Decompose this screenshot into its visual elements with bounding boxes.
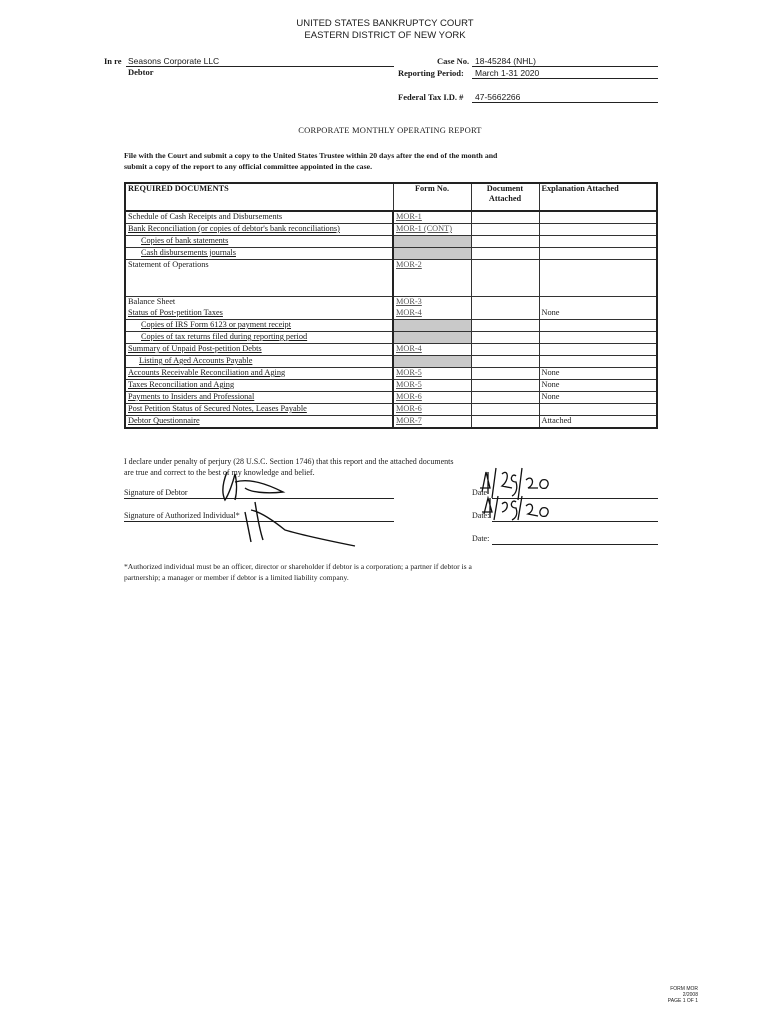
explanation-cell: None [539,308,657,320]
case-no-underline [472,66,658,67]
table-row [125,211,657,224]
tax-id-label: Federal Tax I.D. # [398,92,464,102]
form-number-shaded [393,356,471,368]
reporting-period: March 1-31 2020 [475,68,540,78]
reporting-period-label: Reporting Period: [398,68,464,78]
table-row [125,248,657,260]
header-required-documents: REQUIRED DOCUMENTS [125,183,393,211]
explanation-cell: None [539,368,657,380]
date-line-3[interactable] [492,544,658,545]
table-row [125,297,657,309]
instructions-line-2: submit a copy of the report to any official committee appointed in the case. [124,162,373,171]
table-row [125,356,657,368]
date-label-3: Date: [472,534,490,543]
doc-name: Bank Reconciliation (or copies of debtor's bank reconciliations) [125,224,393,236]
date-label-1: Date [472,488,488,497]
form-number: MOR-4 [393,308,471,320]
form-number-shaded [393,332,471,344]
explanation-cell [539,236,657,248]
doc-attached-cell[interactable] [471,344,539,356]
form-number-shaded [393,236,471,248]
authorized-signature-label: Signature of Authorized Individual* [124,511,240,520]
doc-attached-cell[interactable] [471,297,539,309]
form-number: MOR-6 [393,392,471,404]
table-row [125,404,657,416]
form-number: MOR-1 (CONT) [393,224,471,236]
doc-attached-cell[interactable] [471,248,539,260]
explanation-cell: Attached [541,416,572,425]
doc-name: Copies of tax returns filed during reporting period [125,332,393,344]
explanation-cell [539,344,657,356]
doc-name: Copies of bank statements [125,236,393,248]
doc-attached-cell[interactable] [471,236,539,248]
header-document-attached-line-2: Attached [488,194,522,203]
doc-name: Payments to Insiders and Professional [125,392,393,404]
required-documents-table [124,182,658,429]
doc-attached-cell[interactable] [471,416,539,429]
form-number: MOR-2 [393,260,471,297]
explanation-cell [539,297,657,309]
doc-name: Cash disbursements journals [125,248,393,260]
doc-name: Debtor Questionnaire [125,416,393,429]
court-name: UNITED STATES BANKRUPTCY COURT [296,18,474,29]
form-footer [630,986,698,1004]
debtor-signature-label: Signature of Debtor [124,488,188,497]
debtor-name: Seasons Corporate LLC [128,56,220,66]
footnote-line-1: *Authorized individual must be an officer, director or shareholder if debtor is a corporation; a partner if debtor is a [124,562,472,571]
doc-attached-cell[interactable] [471,380,539,392]
form-number: MOR-4 [393,344,471,356]
case-no-label: Case No. [437,56,470,66]
tax-id: 47-5662266 [475,92,521,102]
court-district: EASTERN DISTRICT OF NEW YORK [304,30,466,41]
explanation-cell: None [539,380,657,392]
header-explanation-attached: Explanation Attached [539,183,657,211]
declaration-line-1: I declare under penalty of perjury (28 U.S.C. Section 1746) that this report and the attached documents [124,457,454,466]
table-row [125,320,657,332]
doc-name: Post Petition Status of Secured Notes, Leases Payable [125,404,393,416]
doc-name: Accounts Receivable Reconciliation and Aging [125,368,393,380]
doc-attached-cell[interactable] [471,320,539,332]
form-number-shaded [393,248,471,260]
doc-name: Taxes Reconciliation and Aging [125,380,393,392]
form-number: MOR-7 [393,416,471,429]
filing-instructions [124,150,584,172]
case-no: 18-45284 (NHL) [475,56,536,66]
declaration-line-2: are true and correct to the best of my knowledge and belief. [124,468,315,477]
explanation-cell [539,248,657,260]
form-number: MOR-5 [393,380,471,392]
table-row [125,344,657,356]
doc-attached-cell[interactable] [471,211,539,224]
doc-name: Balance Sheet [125,297,393,309]
authorized-individual-footnote [124,561,564,583]
report-title: CORPORATE MONTHLY OPERATING REPORT [298,125,482,135]
doc-name: Summary of Unpaid Post-petition Debts [125,344,393,356]
explanation-cell: None [539,392,657,404]
explanation-cell [539,332,657,344]
court-heading [0,18,770,42]
doc-attached-cell[interactable] [471,392,539,404]
table-row [125,236,657,248]
doc-name: Listing of Aged Accounts Payable [125,356,393,368]
footer-revision: 2/2008 [682,992,698,998]
form-number: MOR-5 [393,368,471,380]
explanation-cell [539,404,657,416]
table-row [125,308,657,320]
in-re-label: In re [104,56,122,66]
table-row [125,380,657,392]
table-row [125,416,657,429]
handwritten-date-1-icon [478,458,568,528]
debtor-signature-scribble-icon [205,452,365,552]
form-number: MOR-1 [393,211,471,224]
table-row [125,368,657,380]
doc-attached-cell[interactable] [471,356,539,368]
doc-attached-cell[interactable] [471,260,539,297]
doc-name: Statement of Operations [125,260,393,297]
doc-attached-cell[interactable] [471,368,539,380]
explanation-cell [539,356,657,368]
header-document-attached [471,183,539,211]
doc-name: Schedule of Cash Receipts and Disbursements [125,211,393,224]
reporting-period-underline [472,78,658,79]
table-row [125,392,657,404]
doc-attached-cell[interactable] [471,404,539,416]
table-header-row [125,183,657,211]
debtor-label: Debtor [128,67,154,77]
footer-page-number: PAGE 1 OF 1 [667,998,698,1004]
footnote-line-2: partnership; a manager or member if debtor is a limited liability company. [124,573,349,582]
explanation-cell [539,320,657,332]
tax-id-underline [472,102,658,103]
doc-attached-cell[interactable] [471,224,539,236]
header-form-no: Form No. [393,183,471,211]
doc-name: Copies of IRS Form 6123 or payment receipt [125,320,393,332]
explanation-cell [539,224,657,236]
explanation-cell [539,260,657,297]
instructions-line-1: File with the Court and submit a copy to the United States Trustee within 20 days after the end of the month and [124,151,498,160]
form-number: MOR-6 [393,404,471,416]
footer-form-name: FORM MOR [670,986,698,992]
table-row [125,260,657,297]
table-row [125,224,657,236]
form-number-shaded [393,320,471,332]
debtor-name-underline [126,66,394,67]
explanation-cell [539,211,657,224]
doc-attached-cell[interactable] [471,332,539,344]
header-document-attached-line-1: Document [486,184,524,193]
table-row [125,332,657,344]
doc-attached-cell[interactable] [471,308,539,320]
form-number: MOR-3 [393,297,471,309]
doc-name: Status of Post-petition Taxes [125,308,393,320]
date-label-2: Date: [472,511,490,520]
